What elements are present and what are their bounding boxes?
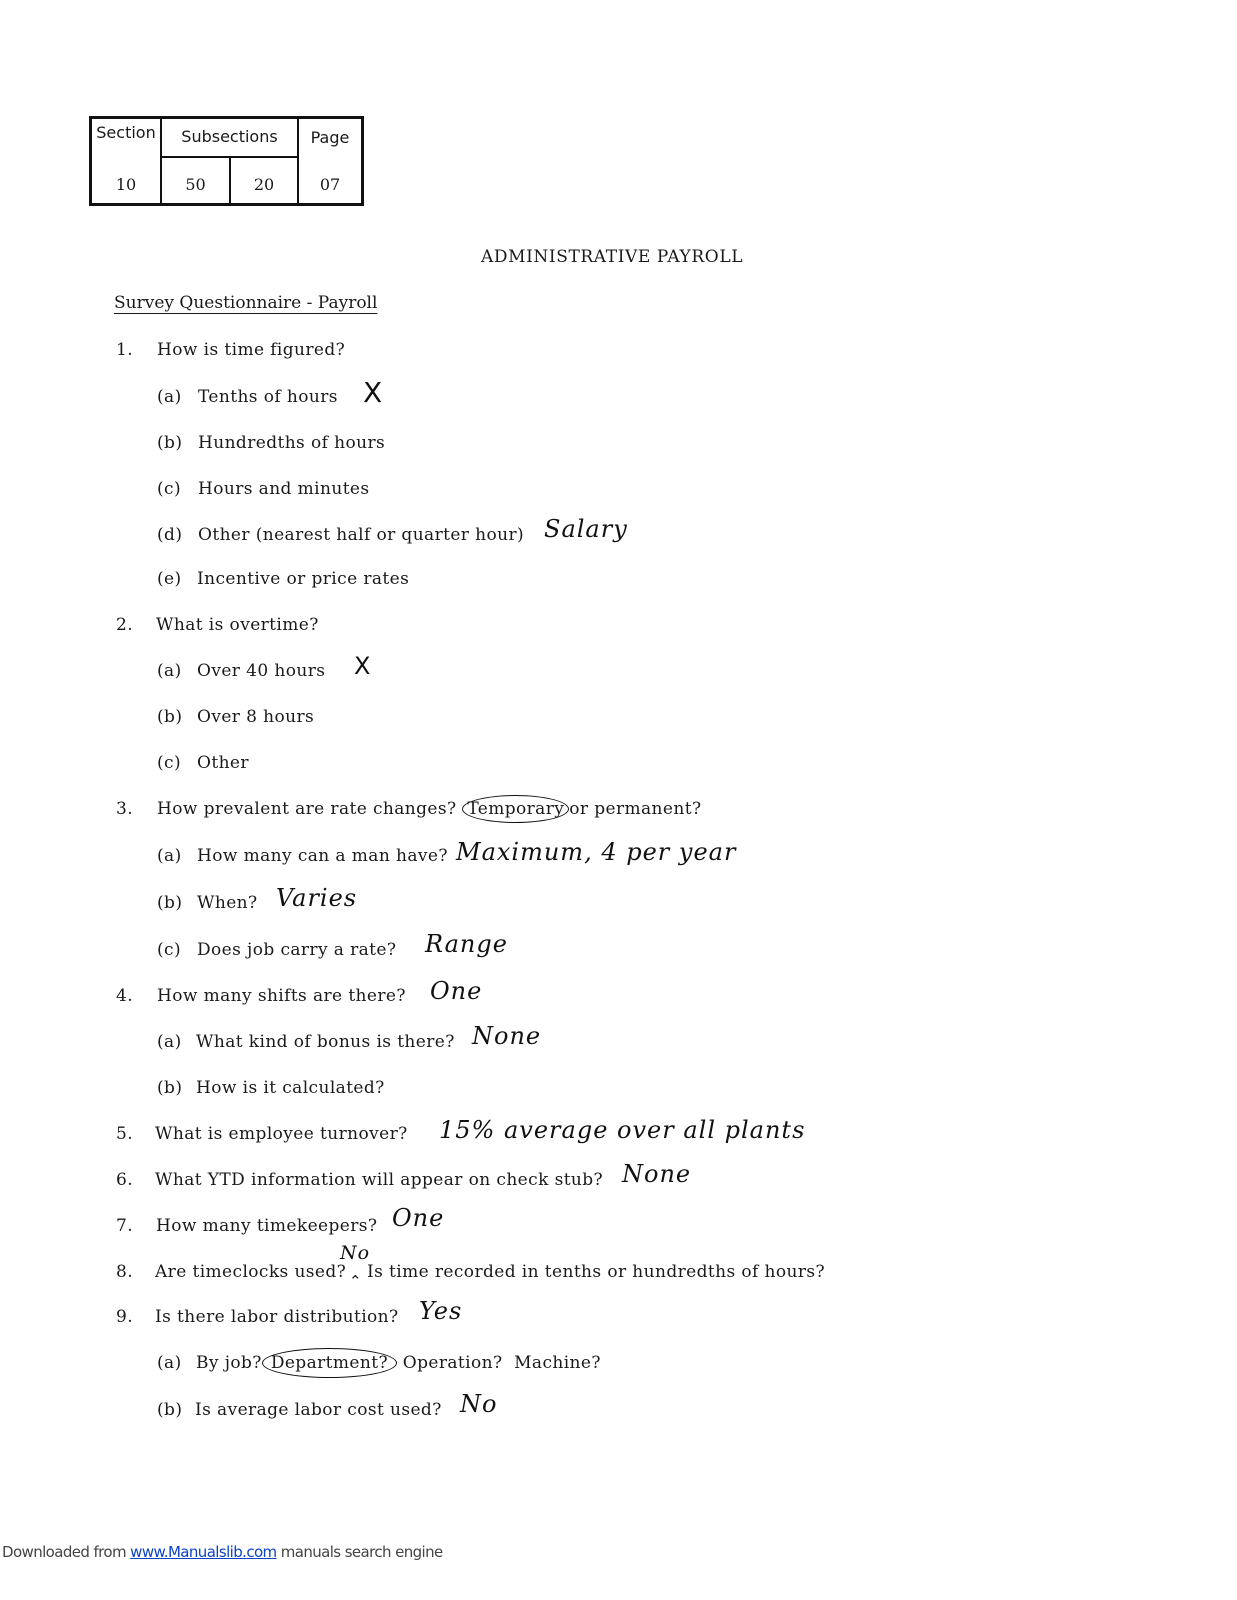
q3b-label: (b)	[157, 893, 183, 913]
q9a-text	[196, 1353, 601, 1373]
q1e-label: (e)	[157, 569, 182, 589]
q1-text: How is time figured?	[157, 340, 346, 360]
q3-number: 3.	[116, 799, 134, 819]
section-label: Section	[96, 123, 156, 142]
q1d-text: Other (nearest half or quarter hour)	[198, 525, 525, 545]
q4a-text: What kind of bonus is there?	[196, 1032, 455, 1052]
q4a-label: (a)	[157, 1032, 182, 1052]
q1c-label: (c)	[157, 479, 181, 499]
q4b-text: How is it calculated?	[196, 1078, 385, 1098]
q6-text: What YTD information will appear on check stub?	[155, 1170, 604, 1190]
q9a-circled-answer: Department?	[262, 1348, 397, 1378]
q3c-label: (c)	[157, 940, 181, 960]
q2c-text: Other	[197, 753, 249, 773]
q3a-label: (a)	[157, 846, 182, 866]
footer-link[interactable]: www.Manualslib.com	[130, 1543, 277, 1561]
q9a-by-job: By job?	[196, 1353, 262, 1373]
q9a-operation: Operation?	[402, 1353, 503, 1373]
q9-text: Is there labor distribution?	[155, 1307, 399, 1327]
q3-text-before: How prevalent are rate changes?	[157, 799, 457, 819]
q9-handwritten-answer: Yes	[419, 1297, 463, 1325]
q1c-text: Hours and minutes	[198, 479, 370, 499]
q3a-handwritten-answer: Maximum, 4 per year	[456, 838, 737, 866]
q4-number: 4.	[116, 986, 134, 1006]
page-number: 07	[319, 175, 341, 194]
footer	[2, 1543, 443, 1561]
q1b-text: Hundredths of hours	[198, 433, 386, 453]
q4-text: How many shifts are there?	[157, 986, 406, 1006]
subsection-number-1: 50	[185, 175, 206, 194]
q9a-label: (a)	[157, 1353, 182, 1373]
q2c-label: (c)	[157, 753, 181, 773]
q1e-text: Incentive or price rates	[197, 569, 410, 589]
q5-text: What is employee turnover?	[155, 1124, 408, 1144]
q4-handwritten-answer: One	[430, 977, 483, 1005]
q5-handwritten-answer: 15% average over all plants	[439, 1116, 806, 1144]
q3b-text: When?	[197, 893, 258, 913]
section-header-table	[89, 116, 364, 206]
q8-handwritten-answer: No	[340, 1242, 371, 1264]
q5-number: 5.	[116, 1124, 134, 1144]
q6-handwritten-answer: None	[622, 1160, 692, 1188]
subsections-label: Subsections	[181, 127, 278, 146]
q4b-label: (b)	[157, 1078, 183, 1098]
q9b-text: Is average labor cost used?	[195, 1400, 442, 1420]
q8-text-before: Are timeclocks used?	[155, 1262, 347, 1282]
page-title: ADMINISTRATIVE PAYROLL	[481, 247, 744, 267]
q2b-text: Over 8 hours	[197, 707, 315, 727]
q1a-label: (a)	[157, 387, 182, 407]
q1b-label: (b)	[157, 433, 183, 453]
q9-number: 9.	[116, 1307, 134, 1327]
section-number: 10	[115, 175, 137, 194]
q3a-text: How many can a man have?	[197, 846, 448, 866]
q1a-text: Tenths of hours	[198, 387, 338, 407]
q1a-check-mark: X	[363, 376, 383, 409]
q3b-handwritten-answer: Varies	[276, 884, 358, 912]
q3c-text: Does job carry a rate?	[197, 940, 397, 960]
q7-handwritten-answer: One	[392, 1204, 445, 1232]
q3-text-after: or permanent?	[569, 799, 702, 819]
footer-suffix: manuals search engine	[276, 1543, 443, 1561]
q1d-handwritten-answer: Salary	[544, 515, 628, 543]
q9b-label: (b)	[157, 1400, 183, 1420]
q7-number: 7.	[116, 1216, 134, 1236]
subheading: Survey Questionnaire - Payroll	[114, 293, 378, 313]
q2b-label: (b)	[157, 707, 183, 727]
q4a-handwritten-answer: None	[472, 1022, 542, 1050]
q8-text-after: Is time recorded in tenths or hundredths of hours?	[367, 1262, 826, 1282]
footer-prefix: Downloaded from	[2, 1543, 126, 1561]
q7-text: How many timekeepers?	[156, 1216, 378, 1236]
q1d-label: (d)	[157, 525, 183, 545]
q1-number: 1.	[116, 340, 134, 360]
q3-text	[157, 799, 701, 819]
subsection-number-2: 20	[253, 175, 275, 194]
caret-insert-mark: ⌃	[349, 1272, 362, 1290]
q2a-label: (a)	[157, 661, 182, 681]
q8-number: 8.	[116, 1262, 134, 1282]
q9b-handwritten-answer: No	[460, 1390, 498, 1418]
q3-circled-answer: Temporary	[462, 795, 569, 823]
q3c-handwritten-answer: Range	[425, 930, 508, 958]
q2-number: 2.	[116, 615, 134, 635]
q2a-text: Over 40 hours	[197, 661, 326, 681]
q2a-check-mark: X	[354, 652, 371, 680]
page-label: Page	[310, 128, 350, 147]
q6-number: 6.	[116, 1170, 134, 1190]
q2-text: What is overtime?	[156, 615, 319, 635]
q9a-machine: Machine?	[514, 1353, 601, 1373]
